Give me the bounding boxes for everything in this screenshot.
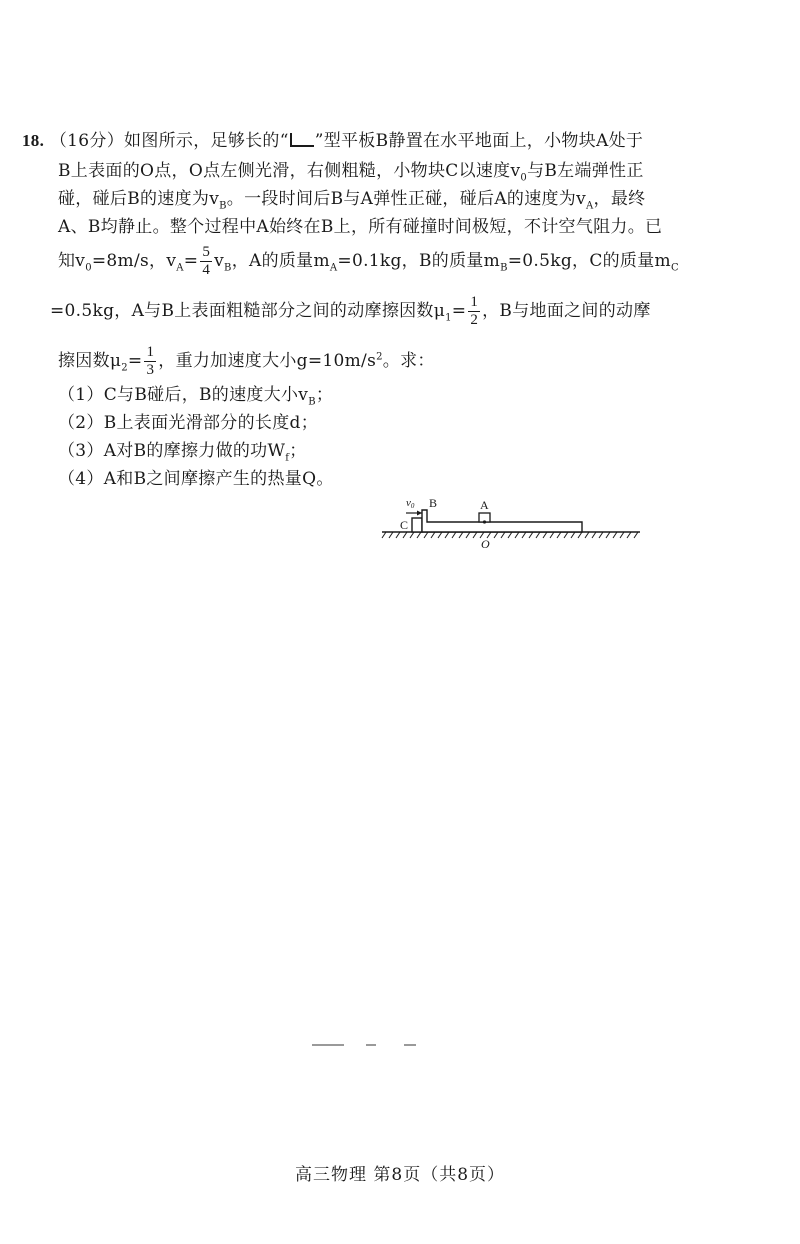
block-c [412,518,422,532]
physics-diagram [378,488,646,552]
sub-question-1: （1）C与B碰后，B的速度大小$v_B$； [58,385,334,408]
scan-smudge [404,1044,416,1046]
problem-line-2: B上表面的O点，O点左侧光滑，右侧粗糙，小物块C以速度$v_0$与B左端弹性正 [58,161,644,184]
page-footer: 高三物理 第8页（共8页） [294,1165,506,1185]
label-b: B [429,496,438,510]
l-shape-icon [290,133,314,147]
problem-line-3: 碰，碰后B的速度为$v_B$。一段时间后B与A弹性正碰，碰后A的速度为$v_A$，最终 [58,189,646,212]
problem-line-5: 知$v_0=8m/s$，$v_A=$ $\frac{5}{4}$ $v_B$，A的质量$m_A=0.1kg$，B的质量$m_B=0.5kg$，C的质量$m_C$ [58,244,679,278]
question-number: 18. [22,131,45,150]
label-c: C [400,518,409,532]
scan-smudge [366,1044,376,1046]
problem-line-6: =0.5kg，A与B上表面粗糙部分之间的动摩擦因数$\mu_1=$ $\frac{1}{2}$ ，B与地面之间的动摩 [50,294,651,328]
problem-line-4: A、B均静止。整个过程中A始终在B上，所有碰撞时间极短，不计空气阻力。已 [58,217,663,237]
ground-hatching [382,532,638,538]
sub-question-3: （3）A对B的摩擦力做的功$W_f$； [58,441,307,464]
fraction-5-4: $\frac{5}{4}$ [202,244,211,278]
fraction-1-3: $\frac{1}{3}$ [146,344,155,378]
sub-question-2: （2）B上表面光滑部分的长度d； [58,413,318,433]
problem-line-1: 18. （16分）如图所示，足够长的“ ”型平板B静置在水平地面上，小物块A处于 [22,131,644,151]
plate-b [422,510,582,532]
label-o: O [481,537,490,551]
fraction-1-2: $\frac{1}{2}$ [470,294,479,328]
question-score: （16分） [49,131,125,151]
label-v0: v0 [406,497,415,510]
point-o [483,520,486,523]
label-a: A [480,498,489,512]
v0-arrowhead [417,511,422,516]
problem-line-7: 擦因数$\mu_2=$ $\frac{1}{3}$ ，重力加速度大小$g=10m/s^2$。求： [58,344,435,378]
scan-smudge [312,1044,344,1046]
sub-question-4: （4）A和B之间摩擦产生的热量Q。 [58,469,334,489]
